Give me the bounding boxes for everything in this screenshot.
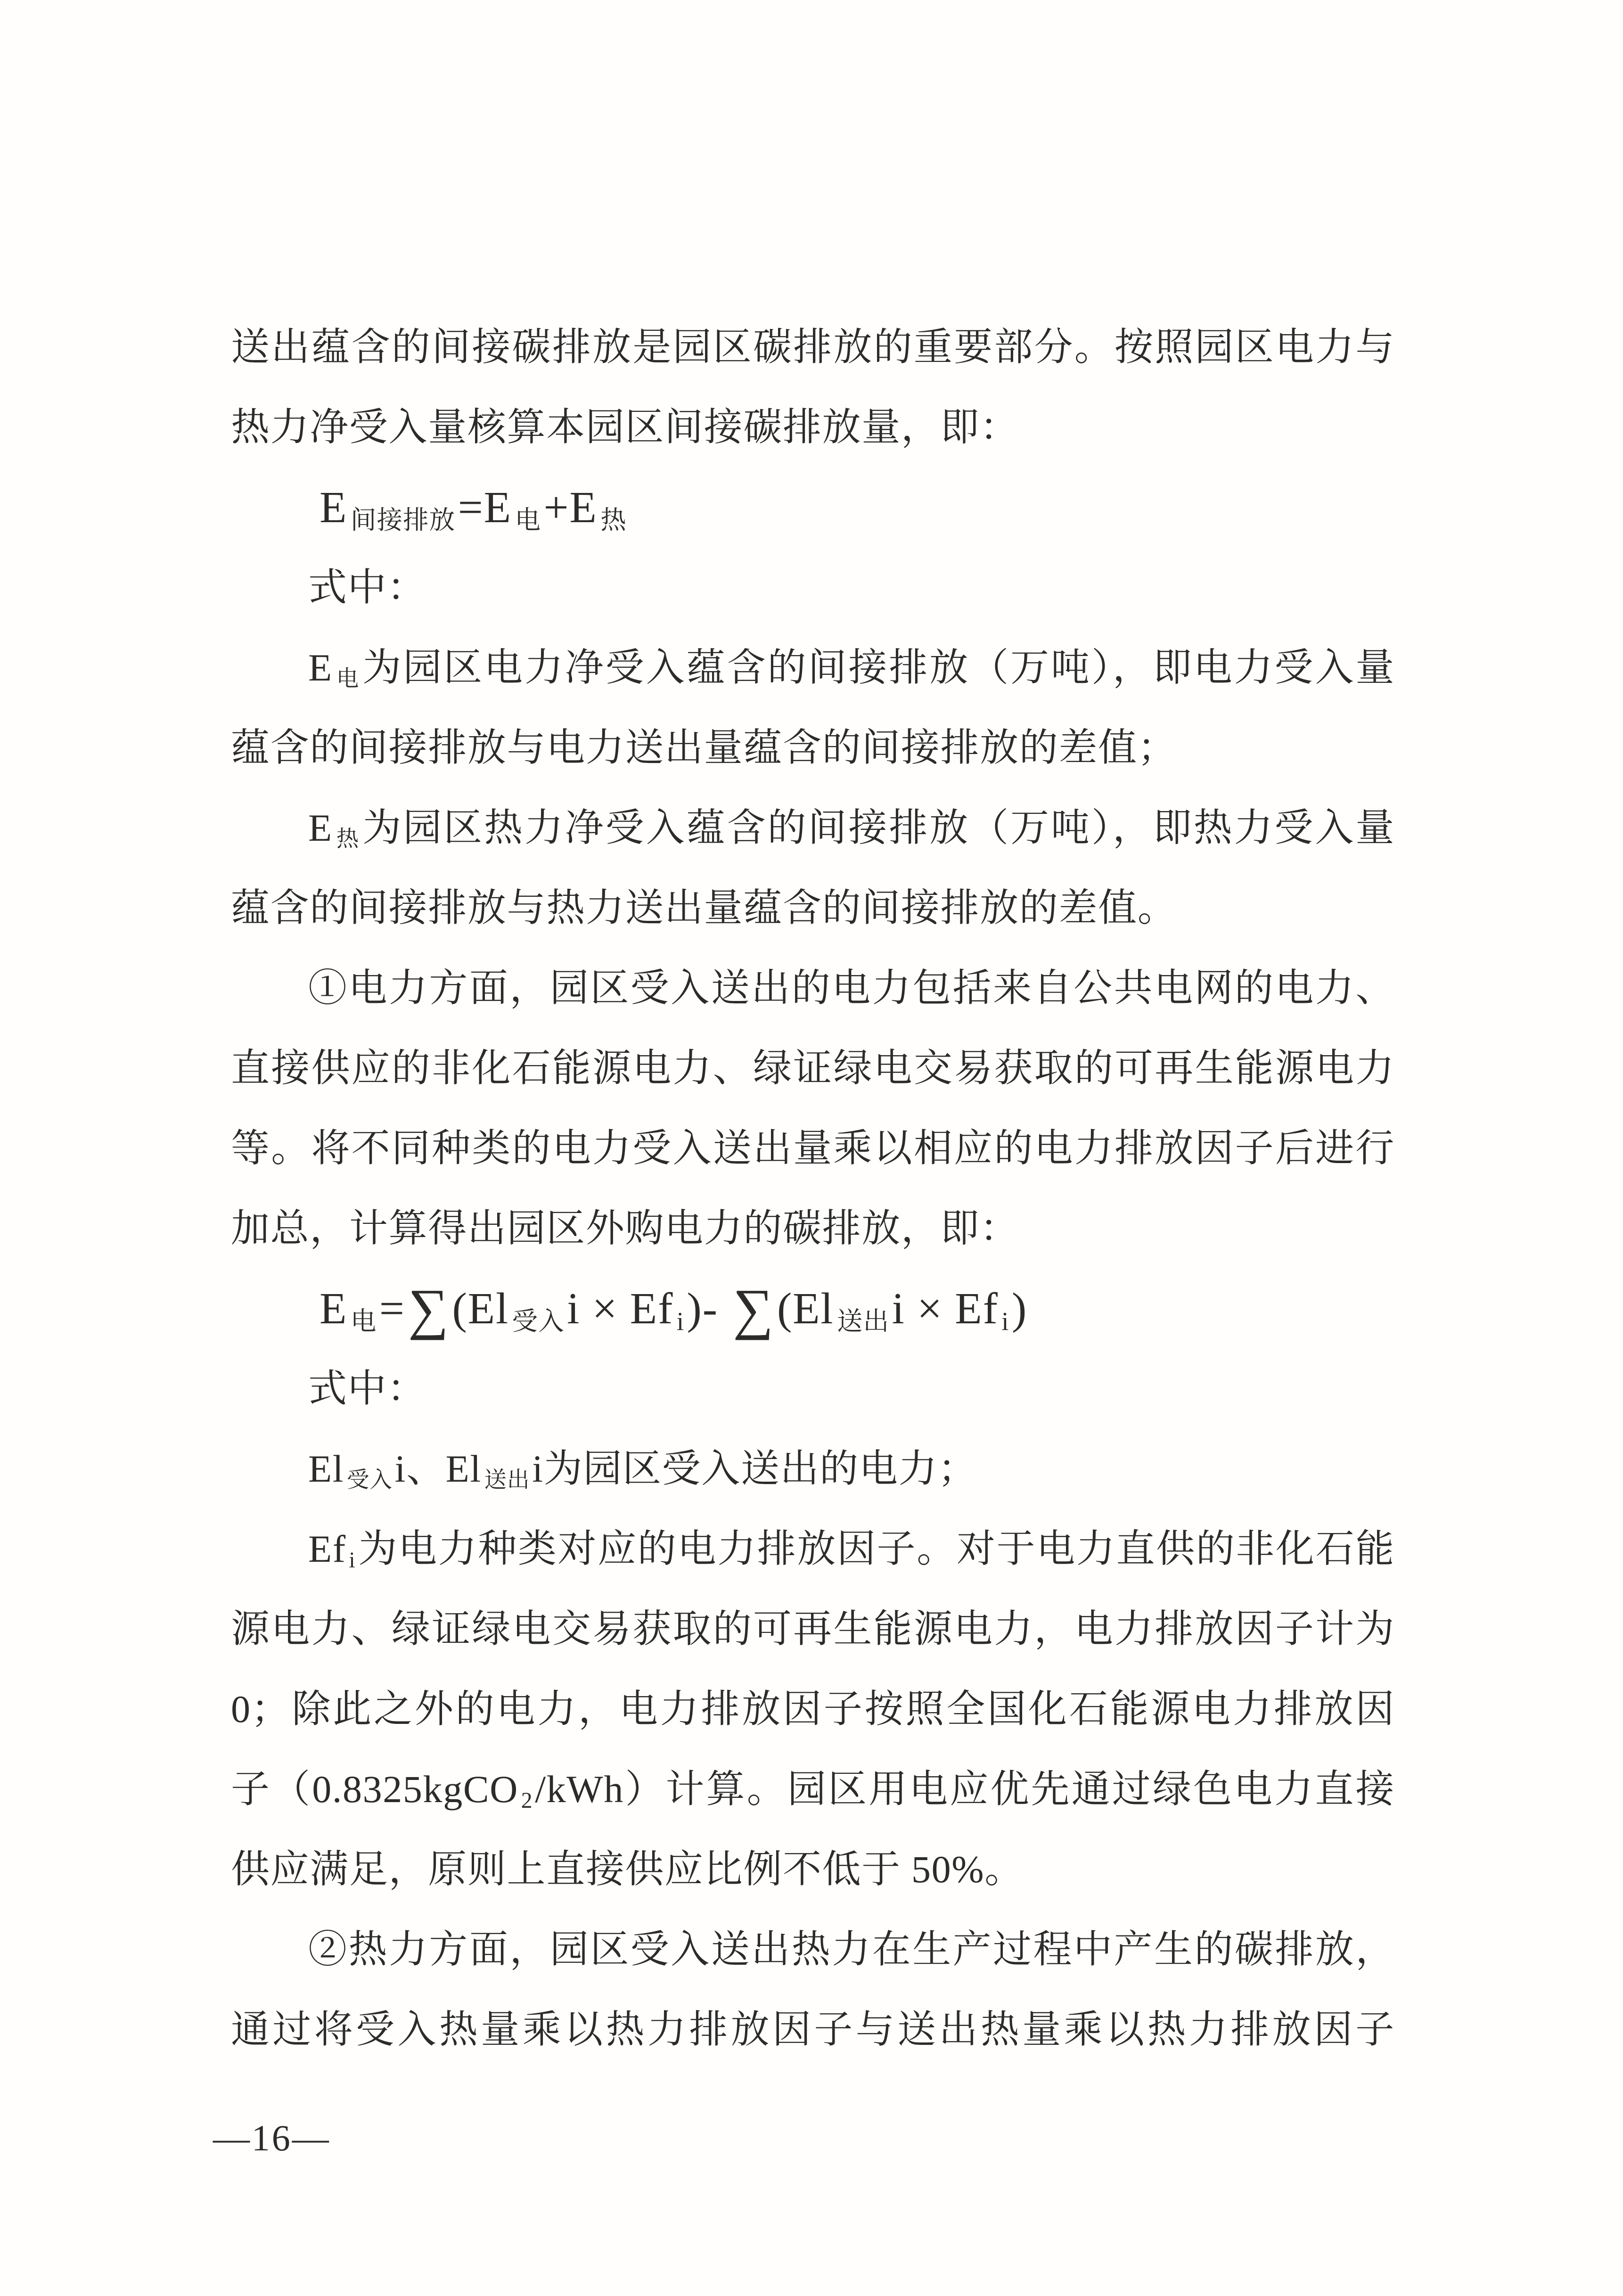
text-seg: 源电力、绿证绿电交易获取的可再生能源电力，电力排放因子计为	[231, 1607, 1395, 1650]
text-seg: E	[308, 646, 333, 689]
subscript-seg: 间接排放	[350, 506, 456, 535]
text-line	[231, 1189, 1395, 1269]
text-line	[231, 1429, 1395, 1509]
subscript-seg: i	[349, 1548, 356, 1573]
text-line	[231, 1829, 1395, 1910]
text-seg: 热力净受入量核算本园区间接碳排放量，即：	[231, 406, 1019, 449]
text-seg: 加总，计算得出园区外购电力的碳排放，即：	[231, 1207, 1019, 1250]
text-line	[231, 1990, 1395, 2070]
text-line	[231, 788, 1395, 868]
subscript-seg: 热	[600, 506, 627, 535]
subscript-seg: 受入	[346, 1468, 393, 1493]
text-line	[231, 1749, 1395, 1829]
text-seg: =	[379, 1284, 405, 1333]
subscript-seg: 受入	[512, 1307, 565, 1336]
text-seg: 蕴含的间接排放与电力送出量蕴含的间接排放的差值；	[231, 726, 1177, 769]
text-line	[231, 628, 1395, 708]
subscript-seg: 电	[350, 1307, 377, 1336]
text-seg: i × Ef	[892, 1284, 999, 1333]
text-seg: )	[1011, 1284, 1028, 1333]
text-seg: 为电力种类对应的电力排放因子。对于电力直供的非化石能	[358, 1527, 1395, 1570]
subscript-seg: 热	[335, 827, 361, 852]
text-line	[231, 1509, 1395, 1589]
subscript-seg: 电	[515, 506, 541, 535]
page-number: —16—	[213, 2117, 331, 2158]
text-line	[231, 307, 1395, 387]
sigma-seg: ∑	[733, 1278, 774, 1341]
text-seg: =E	[458, 483, 512, 532]
text-seg: 式中：	[308, 566, 426, 609]
text-seg: 直接供应的非化石能源电力、绿证绿电交易获取的可再生能源电力	[231, 1047, 1395, 1090]
text-line	[231, 1349, 1395, 1429]
text-seg: E	[308, 806, 333, 849]
text-line	[231, 1028, 1395, 1108]
formula-line	[231, 467, 1395, 548]
text-seg: 式中：	[308, 1367, 426, 1410]
text-seg: /kWh）计算。园区用电应优先通过绿色电力直接	[535, 1768, 1395, 1811]
subscript-seg: i	[1001, 1307, 1009, 1336]
document-text-block	[231, 307, 1395, 2070]
text-seg: (El	[777, 1284, 834, 1333]
text-line	[231, 387, 1395, 467]
text-seg: i、El	[394, 1447, 482, 1490]
text-seg: (El	[452, 1284, 509, 1333]
text-seg: 为园区电力净受入蕴含的间接排放（万吨），即电力受入量	[362, 646, 1395, 689]
text-line	[231, 1589, 1395, 1669]
text-seg: 子（0.8325kgCO	[231, 1768, 519, 1811]
text-seg: Ef	[308, 1527, 346, 1570]
subscript-seg: 送出	[484, 1468, 530, 1493]
sigma-seg: ∑	[408, 1278, 450, 1341]
text-seg: 蕴含的间接排放与热力送出量蕴含的间接排放的差值。	[231, 886, 1177, 929]
text-seg: 0；除此之外的电力，电力排放因子按照全国化石能源电力排放因	[231, 1688, 1395, 1730]
text-seg: 供应满足，原则上直接供应比例不低于 50%。	[231, 1848, 1024, 1891]
text-seg: 通过将受入热量乘以热力排放因子与送出热量乘以热力排放因子	[231, 2008, 1395, 2051]
text-seg: E	[320, 1284, 348, 1333]
subscript-seg: 送出	[836, 1307, 890, 1336]
subscript-seg: i	[676, 1307, 685, 1336]
text-line	[231, 548, 1395, 628]
text-line	[231, 948, 1395, 1028]
text-line	[231, 1910, 1395, 1990]
subscript-seg: 电	[335, 667, 361, 692]
text-seg: El	[308, 1447, 344, 1490]
text-line	[231, 1108, 1395, 1189]
text-line	[231, 868, 1395, 948]
text-seg: i × Ef	[567, 1284, 674, 1333]
text-seg: 送出蕴含的间接碳排放是园区碳排放的重要部分。按照园区电力与	[231, 326, 1395, 369]
text-seg: E	[320, 483, 348, 532]
text-seg: +E	[543, 483, 598, 532]
text-seg: i为园区受入送出的电力；	[532, 1447, 977, 1490]
text-seg: )-	[687, 1284, 730, 1333]
text-line	[231, 708, 1395, 788]
text-line	[231, 1669, 1395, 1749]
formula-line	[231, 1269, 1395, 1349]
text-seg: ①电力方面，园区受入送出的电力包括来自公共电网的电力、	[308, 967, 1395, 1009]
text-seg: ②热力方面，园区受入送出热力在生产过程中产生的碳排放，	[308, 1928, 1395, 1971]
text-seg: 为园区热力净受入蕴含的间接排放（万吨），即热力受入量	[362, 806, 1395, 849]
text-seg: 等。将不同种类的电力受入送出量乘以相应的电力排放因子后进行	[231, 1127, 1395, 1170]
subscript-seg: 2	[521, 1788, 533, 1813]
